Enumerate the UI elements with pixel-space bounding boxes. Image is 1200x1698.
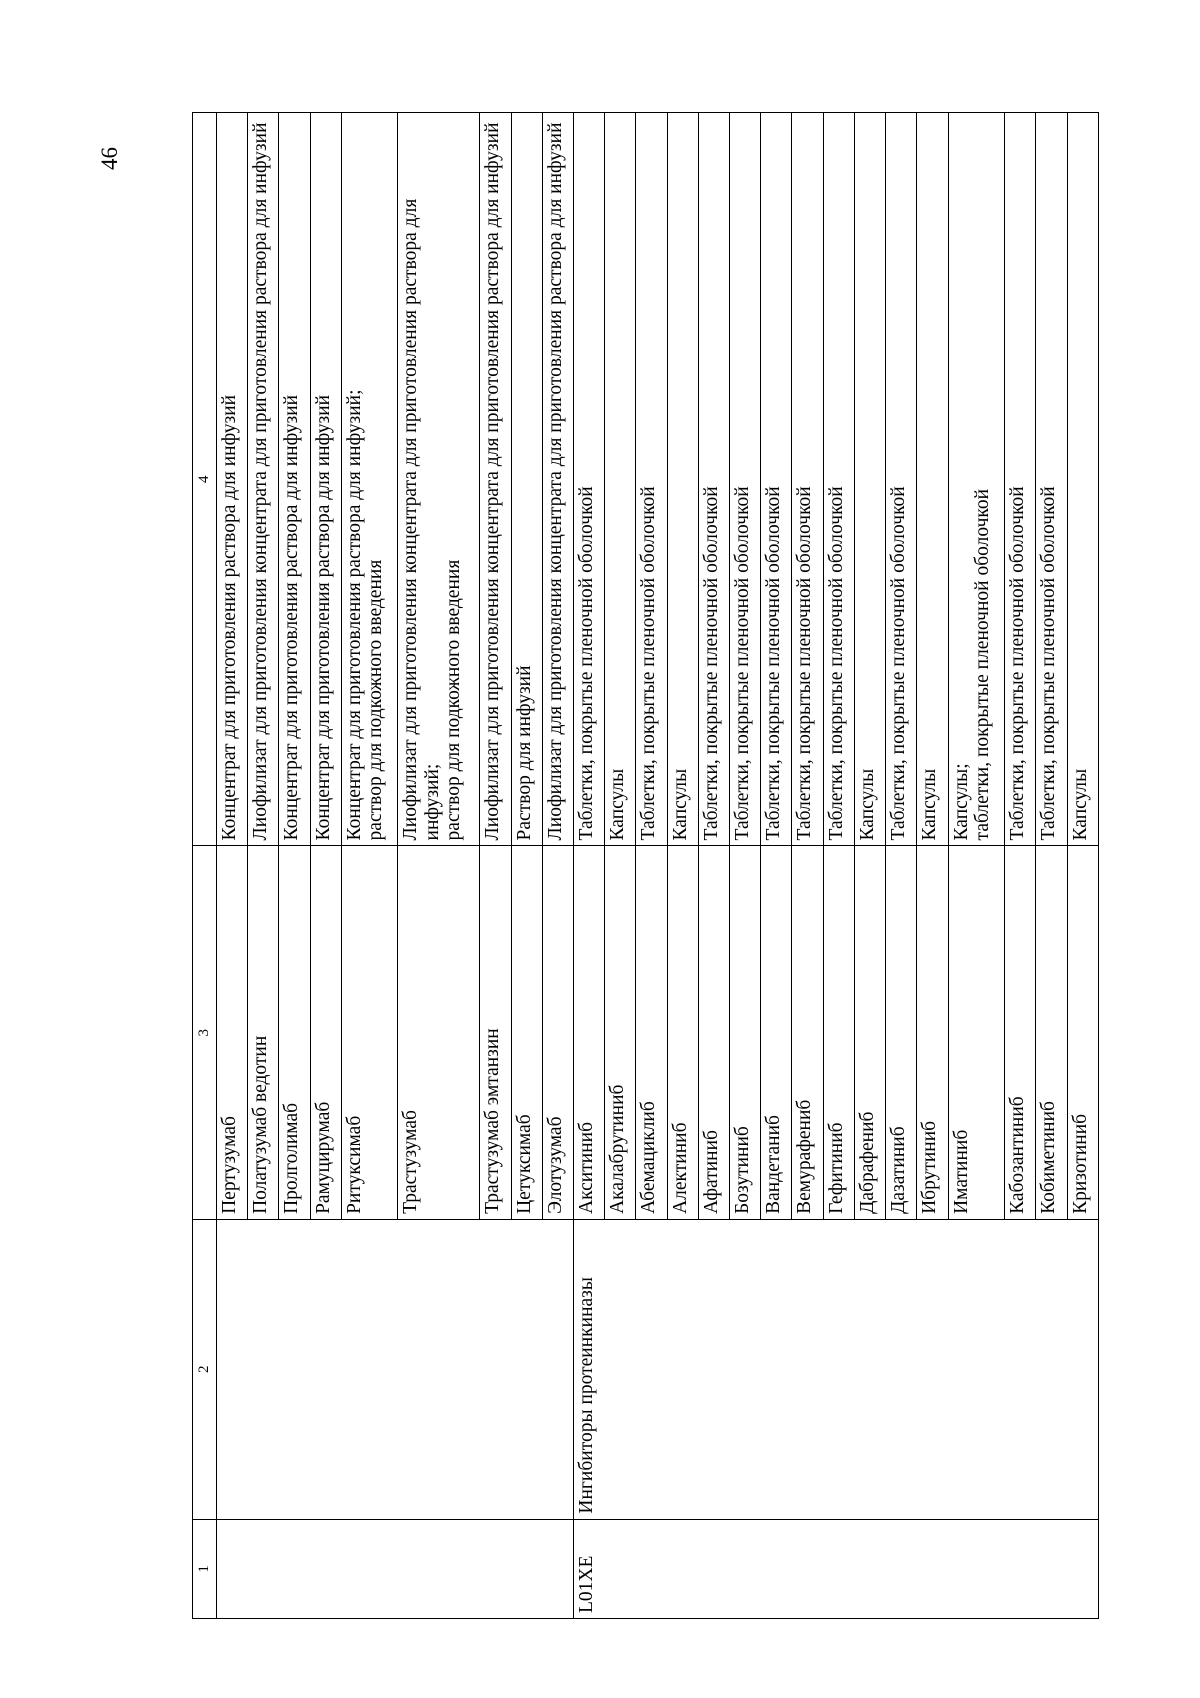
atc-code-cell: L01XE (573, 1519, 1098, 1618)
dosage-form-cell: Таблетки, покрытые пленочной оболочкой (573, 113, 604, 846)
dosage-form-cell: Таблетки, покрытые пленочной оболочкой (1036, 113, 1067, 846)
drug-name-cell: Дабрафениб (854, 846, 885, 1219)
drug-name-cell: Вандетаниб (761, 846, 792, 1219)
dosage-form-cell: Капсулы (917, 113, 948, 846)
drug-name-cell: Бозутиниб (730, 846, 761, 1219)
drug-name-cell: Афатиниб (698, 846, 729, 1219)
drug-name-cell: Рамуцирумаб (310, 846, 341, 1219)
atc-group-name-cell (217, 1219, 574, 1519)
dosage-form-cell: Таблетки, покрытые пленочной оболочкой (886, 113, 917, 846)
dosage-form-cell: Лиофилизат для приготовления концентрата для приготовления раствора для инфузий (542, 113, 573, 846)
dosage-form-cell: Таблетки, покрытые пленочной оболочкой (792, 113, 823, 846)
dosage-form-cell: Лиофилизат для приготовления концентрата для приготовления раствора для инфузий (248, 113, 279, 846)
drug-name-cell: Акалабрутиниб (605, 846, 636, 1219)
drug-name-cell: Ибрутиниб (917, 846, 948, 1219)
medication-table (192, 112, 1099, 1619)
dosage-form-cell: Концентрат для приготовления раствора для инфузий (279, 113, 310, 846)
dosage-form-cell: Концентрат для приготовления раствора для инфузий; раствор для подкожного введения (341, 113, 398, 846)
dosage-form-cell: Таблетки, покрытые пленочной оболочкой (698, 113, 729, 846)
dosage-form-cell: Таблетки, покрытые пленочной оболочкой (823, 113, 854, 846)
page-number: 46 (97, 147, 122, 170)
drug-name-cell: Дазатиниб (886, 846, 917, 1219)
drug-name-cell: Иматиниб (948, 846, 1005, 1219)
dosage-form-cell: Капсулы (1067, 113, 1098, 846)
drug-name-cell: Ритуксимаб (341, 846, 398, 1219)
dosage-form-cell: Капсулы (854, 113, 885, 846)
atc-group-name-cell: Ингибиторы протеинкиназы (573, 1219, 1098, 1519)
drug-name-cell: Кабозантиниб (1005, 846, 1036, 1219)
rotated-table-container (192, 112, 1099, 1619)
dosage-form-cell: Таблетки, покрытые пленочной оболочкой (1005, 113, 1036, 846)
dosage-form-cell: Капсулы (667, 113, 698, 846)
dosage-form-cell: Таблетки, покрытые пленочной оболочкой (636, 113, 667, 846)
drug-name-cell: Пертузумаб (217, 846, 248, 1219)
drug-name-cell: Кобиметиниб (1036, 846, 1067, 1219)
column-header-2: 2 (193, 1219, 217, 1519)
drug-name-cell: Трастузумаб эмтанзин (480, 846, 511, 1219)
dosage-form-cell: Таблетки, покрытые пленочной оболочкой (761, 113, 792, 846)
dosage-form-cell: Лиофилизат для приготовления концентрата для приготовления раствора для инфузий (480, 113, 511, 846)
dosage-form-cell: Концентрат для приготовления раствора для инфузий (310, 113, 341, 846)
drug-name-cell: Пролголимаб (279, 846, 310, 1219)
dosage-form-cell: Таблетки, покрытые пленочной оболочкой (730, 113, 761, 846)
drug-name-cell: Трастузумаб (398, 846, 480, 1219)
drug-name-cell: Акситиниб (573, 846, 604, 1219)
drug-name-cell: Кризотиниб (1067, 846, 1098, 1219)
drug-name-cell: Цетуксимаб (511, 846, 542, 1219)
table-row (573, 113, 604, 1619)
table-row (217, 113, 248, 1619)
drug-name-cell: Абемациклиб (636, 846, 667, 1219)
drug-name-cell: Полатузумаб ведотин (248, 846, 279, 1219)
drug-name-cell: Элотузумаб (542, 846, 573, 1219)
header-row (193, 113, 217, 1619)
dosage-form-cell: Капсулы (605, 113, 636, 846)
drug-name-cell: Гефитиниб (823, 846, 854, 1219)
column-header-1: 1 (193, 1519, 217, 1618)
drug-name-cell: Алектиниб (667, 846, 698, 1219)
dosage-form-cell: Концентрат для приготовления раствора для инфузий (217, 113, 248, 846)
dosage-form-cell: Лиофилизат для приготовления концентрата для приготовления раствора для инфузий; раствор для подкожного введения (398, 113, 480, 846)
drug-name-cell: Вемурафениб (792, 846, 823, 1219)
column-header-4: 4 (193, 113, 217, 846)
column-header-3: 3 (193, 846, 217, 1219)
atc-code-cell (217, 1519, 574, 1618)
dosage-form-cell: Раствор для инфузий (511, 113, 542, 846)
dosage-form-cell: Капсулы; таблетки, покрытые пленочной оболочкой (948, 113, 1005, 846)
